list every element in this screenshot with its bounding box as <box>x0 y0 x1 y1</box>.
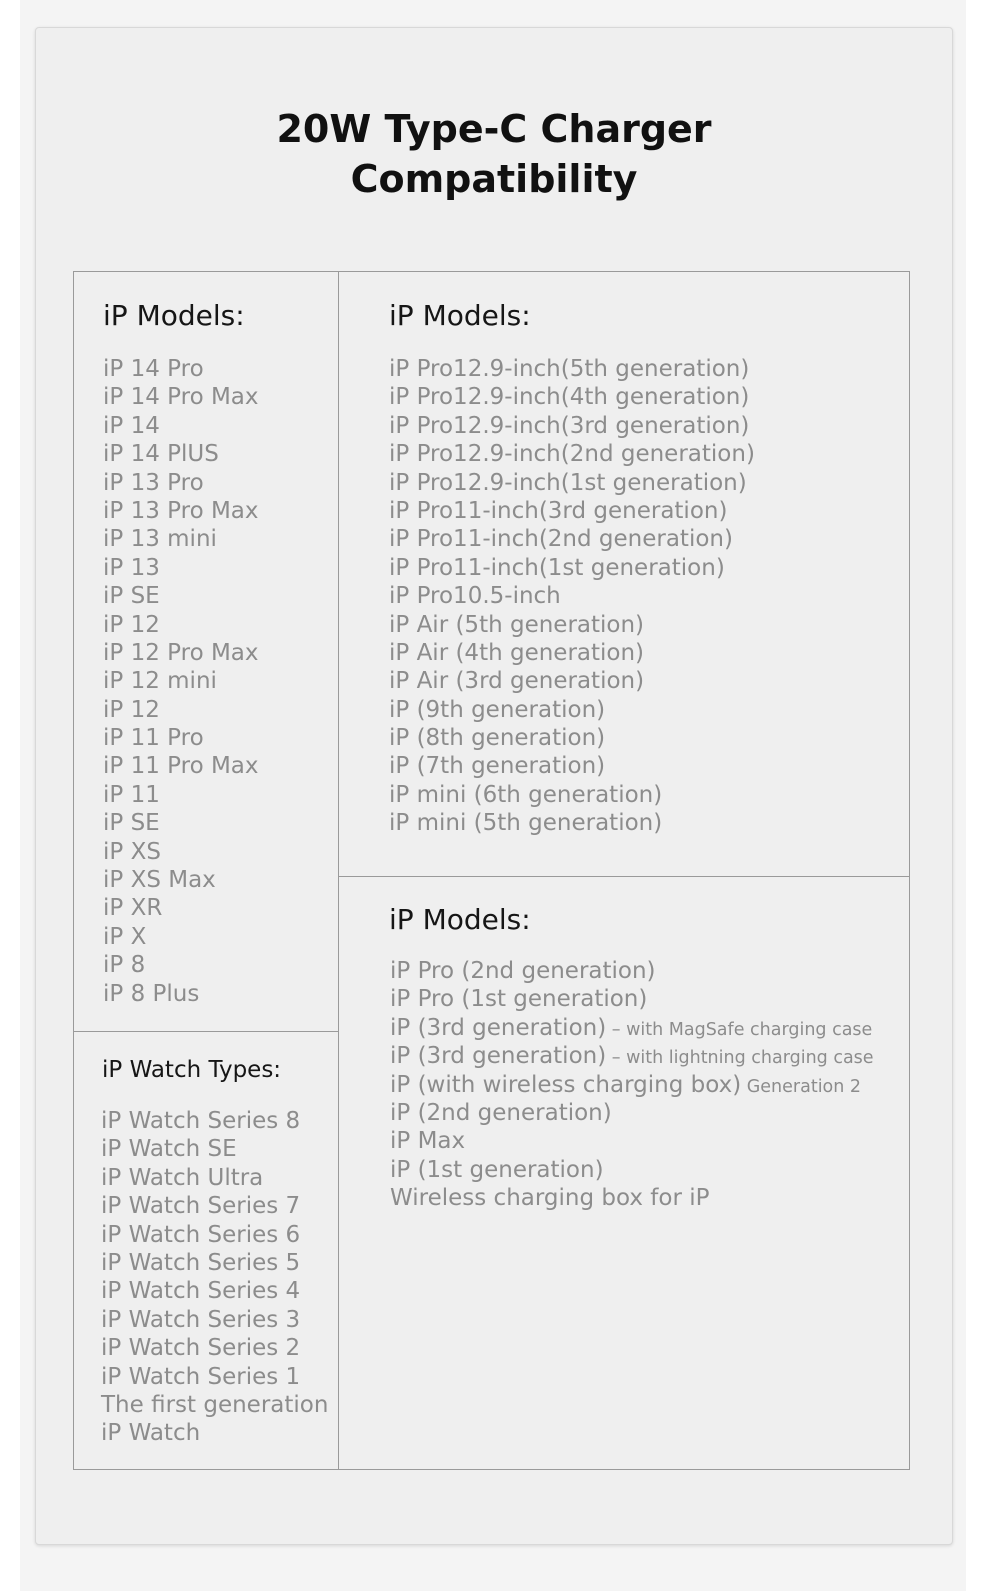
tablet-model-item: iP Pro11-inch(1st generation) <box>389 554 725 581</box>
tablet-model-item: iP mini (6th generation) <box>389 781 663 808</box>
phone-model-item: iP 12 Pro Max <box>103 639 259 666</box>
phone-model-item: iP 11 Pro <box>103 725 204 752</box>
tablet-model-item: iP Pro12.9-inch(2nd generation) <box>389 441 755 468</box>
earbuds-model-item <box>390 1014 874 1042</box>
earbuds-model-item <box>390 1127 874 1155</box>
watch-type-item: iP Watch SE <box>101 1136 237 1163</box>
watch-types-heading: iP Watch Types: <box>102 1057 282 1083</box>
table-border-bottom <box>73 1469 910 1470</box>
tablet-model-item: iP Pro11-inch(2nd generation) <box>389 526 733 553</box>
phone-model-item: iP 11 Pro Max <box>103 753 259 780</box>
phone-model-item: iP 13 mini <box>103 526 217 553</box>
earbuds-model-item <box>390 985 874 1013</box>
phone-model-item: iP 13 Pro <box>103 469 204 496</box>
phone-model-item: iP 14 Pro <box>103 356 204 382</box>
phone-model-item: iP XR <box>103 895 163 922</box>
table-border-right <box>909 271 910 1470</box>
earbuds-model-name: iP Max <box>390 1128 466 1155</box>
phone-model-item: iP XS Max <box>103 867 216 894</box>
tablet-model-item: iP Pro11-inch(3rd generation) <box>389 497 728 524</box>
tablet-model-item: iP Pro12.9-inch(1st generation) <box>389 469 747 496</box>
earbuds-models-list <box>390 957 874 1213</box>
table-border-top <box>73 271 910 272</box>
phone-model-item: iP SE <box>103 583 160 610</box>
phone-model-item: iP 12 mini <box>103 668 217 695</box>
watch-type-item: The first generation <box>101 1391 329 1418</box>
phone-model-item: iP 14 <box>103 412 160 439</box>
tablet-model-item: iP Pro12.9-inch(3rd generation) <box>389 412 750 439</box>
tablet-model-item: iP Air (3rd generation) <box>389 668 645 695</box>
phone-model-item: iP X <box>103 923 147 950</box>
watch-type-item: iP Watch Series 6 <box>101 1221 301 1248</box>
phone-model-item: iP 12 <box>103 611 160 638</box>
phone-model-item: iP 8 <box>103 952 146 979</box>
tablet-model-item: iP (7th generation) <box>389 753 606 780</box>
earbuds-model-name: iP (2nd generation) <box>390 1099 612 1126</box>
phone-model-item: iP 13 <box>103 554 160 581</box>
earbuds-model-name: iP (with wireless charging box) <box>390 1071 742 1098</box>
earbuds-model-name: Wireless charging box for iP <box>390 1185 710 1212</box>
tablet-model-item: iP Air (5th generation) <box>389 611 645 638</box>
table-border-left <box>73 271 74 1470</box>
table-divider-left-horizontal <box>73 1031 339 1032</box>
watch-type-item: iP Watch Series 1 <box>101 1363 301 1390</box>
page-title <box>36 104 952 204</box>
watch-type-item: iP Watch Series 7 <box>101 1193 301 1220</box>
tablet-model-item: iP (8th generation) <box>389 725 606 752</box>
phone-models-list <box>103 355 259 1008</box>
phone-model-item: iP 14 PlUS <box>103 441 219 468</box>
phone-model-item: iP 12 <box>103 696 160 723</box>
compatibility-table <box>73 271 910 1470</box>
tablet-model-item: iP (9th generation) <box>389 696 606 723</box>
phone-model-item: iP 11 <box>103 781 160 808</box>
tablet-models-list <box>389 355 755 838</box>
earbuds-model-item <box>390 1184 874 1212</box>
phone-model-item: iP 8 Plus <box>103 980 200 1007</box>
watch-type-item: iP Watch Series 8 <box>101 1108 301 1134</box>
tablet-model-item: iP Air (4th generation) <box>389 639 645 666</box>
table-divider-vertical <box>338 271 339 1470</box>
earbuds-model-item <box>390 1099 874 1127</box>
tablet-model-item: iP mini (5th generation) <box>389 810 663 837</box>
earbuds-model-name: iP Pro (2nd generation) <box>390 958 656 984</box>
earbuds-model-item <box>390 957 874 985</box>
phone-model-item: iP XS <box>103 838 161 865</box>
earbuds-model-name: iP (3rd generation) <box>390 1014 607 1041</box>
title-line-1: 20W Type-C Charger <box>276 107 712 151</box>
phone-model-item: iP 14 Pro Max <box>103 384 259 411</box>
watch-type-item: iP Watch Ultra <box>101 1164 264 1191</box>
earbuds-model-item <box>390 1156 874 1184</box>
watch-type-item: iP Watch <box>101 1420 201 1447</box>
earbuds-model-note: – with MagSafe charging case <box>606 1019 873 1040</box>
earbuds-models-heading: iP Models: <box>389 903 531 936</box>
tablet-model-item: iP Pro10.5-inch <box>389 583 561 610</box>
phone-model-item: iP 13 Pro Max <box>103 497 259 524</box>
earbuds-model-name: iP (3rd generation) <box>390 1043 607 1070</box>
earbuds-model-name: iP Pro (1st generation) <box>390 986 648 1013</box>
watch-type-item: iP Watch Series 2 <box>101 1335 301 1362</box>
tablet-models-heading: iP Models: <box>389 299 531 332</box>
watch-type-item: iP Watch Series 3 <box>101 1306 301 1333</box>
earbuds-model-note: – with lightning charging case <box>606 1048 874 1069</box>
table-divider-right-horizontal <box>338 876 910 877</box>
watch-type-item: iP Watch Series 4 <box>101 1278 301 1305</box>
earbuds-model-item <box>390 1042 874 1070</box>
earbuds-model-note: Generation 2 <box>741 1076 862 1097</box>
earbuds-model-name: iP (1st generation) <box>390 1156 604 1183</box>
phone-model-item: iP SE <box>103 810 160 837</box>
tablet-model-item: iP Pro12.9-inch(4th generation) <box>389 384 750 411</box>
phone-models-heading: iP Models: <box>103 299 245 332</box>
title-line-2: Compatibility <box>350 157 638 201</box>
watch-types-list <box>101 1107 328 1448</box>
watch-type-item: iP Watch Series 5 <box>101 1249 301 1276</box>
earbuds-model-item <box>390 1071 874 1099</box>
tablet-model-item: iP Pro12.9-inch(5th generation) <box>389 356 750 382</box>
